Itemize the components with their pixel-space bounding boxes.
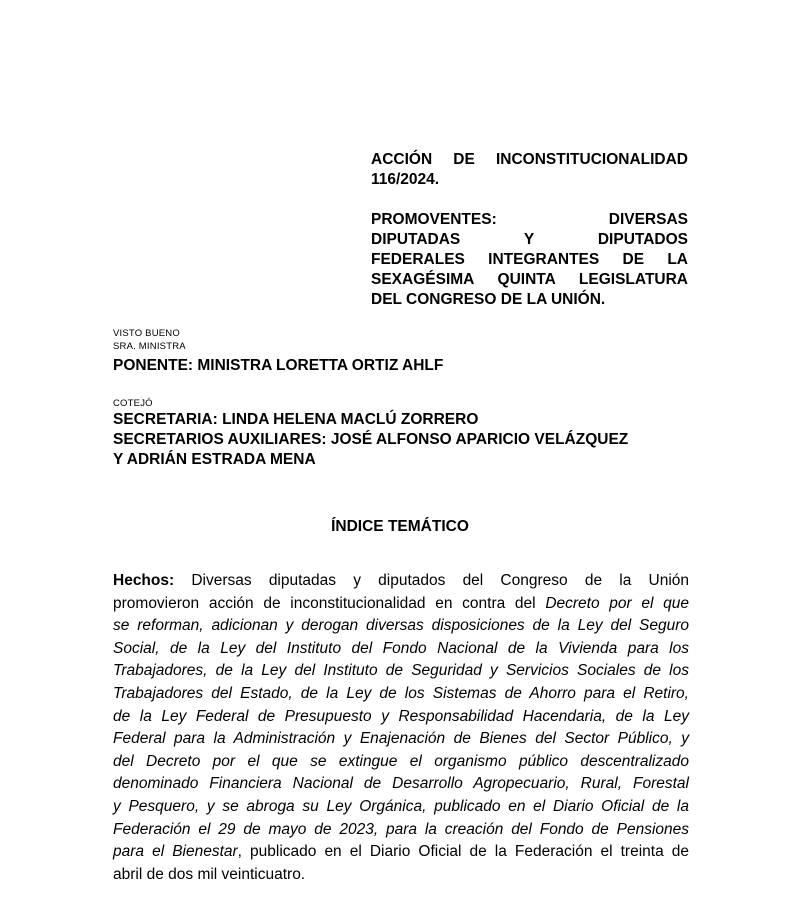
promoventes-line-5: DEL CONGRESO DE LA UNIÓN.: [371, 291, 606, 308]
hechos-line-1: Hechos: Diversas diputadas y diputados del Congreso de la Unión: [113, 572, 689, 589]
promoventes-line-3: FEDERALES INTEGRANTES DE LA: [371, 251, 688, 268]
secretarios-line-1: SECRETARIOS AUXILIARES: JOSÉ ALFONSO APARICIO VELÁZQUEZ: [113, 431, 629, 448]
promoventes-line-2: DIPUTADAS Y DIPUTADOS: [371, 231, 688, 248]
hechos-line-10: denominado Financiera Nacional de Desarrollo Agropecuario, Rural, Forestal: [113, 775, 689, 793]
promoventes-block: [371, 210, 688, 310]
secretaria-line: SECRETARIA: LINDA HELENA MACLÚ ZORRERO: [113, 411, 479, 428]
indice-title: ÍNDICE TEMÁTICO: [331, 518, 469, 535]
promoventes-line-4: SEXAGÉSIMA QUINTA LEGISLATURA: [371, 271, 688, 288]
hechos-line-7: de la Ley Federal de Presupuesto y Responsabilidad Hacendaria, de la Ley: [113, 707, 689, 725]
case-number: [371, 150, 688, 190]
ponente-line: PONENTE: MINISTRA LORETTA ORTIZ AHLF: [113, 357, 444, 374]
cotejo-label: COTEJÓ: [113, 398, 153, 409]
hechos-line-2: promovieron acción de inconstitucionalidad en contra del Decreto por el que: [113, 594, 689, 612]
hechos-line-3: se reforman, adicionan y derogan diversas disposiciones de la Ley del Seguro: [113, 617, 689, 635]
sra-ministra-label: SRA. MINISTRA: [113, 341, 186, 352]
hechos-line-4: Social, de la Ley del Instituto del Fondo Nacional de la Vivienda para los: [113, 639, 689, 657]
hechos-line-14: abril de dos mil veinticuatro.: [113, 865, 306, 883]
hechos-line-13: para el Bienestar, publicado en el Diario Oficial de la Federación el treinta de: [113, 843, 689, 861]
hechos-line-11: y Pesquero, y se abroga su Ley Orgánica, publicado en el Diario Oficial de la: [113, 797, 689, 815]
hechos-label: Hechos:: [113, 572, 175, 589]
promoventes-line-1: PROMOVENTES: DIVERSAS: [371, 211, 688, 228]
hechos-line-6: Trabajadores del Estado, de la Ley de los Sistemas de Ahorro para el Retiro,: [113, 684, 689, 702]
hechos-paragraph: [113, 570, 689, 886]
secretarios-line-2: Y ADRIÁN ESTRADA MENA: [113, 451, 316, 468]
case-line-1: ACCIÓN DE INCONSTITUCIONALIDAD: [371, 151, 688, 168]
case-line-2: 116/2024.: [371, 171, 440, 188]
hechos-line-8: Federal para la Administración y Enajenación de Bienes del Sector Público, y: [113, 730, 689, 748]
hechos-line-12: Federación el 29 de mayo de 2023, para la creación del Fondo de Pensiones: [113, 820, 689, 838]
hechos-line-5: Trabajadores, de la Ley del Instituto de Seguridad y Servicios Sociales de los: [113, 662, 689, 680]
hechos-line-9: del Decreto por el que se extingue el organismo público descentralizado: [113, 752, 689, 770]
visto-bueno-label: VISTO BUENO: [113, 328, 180, 339]
